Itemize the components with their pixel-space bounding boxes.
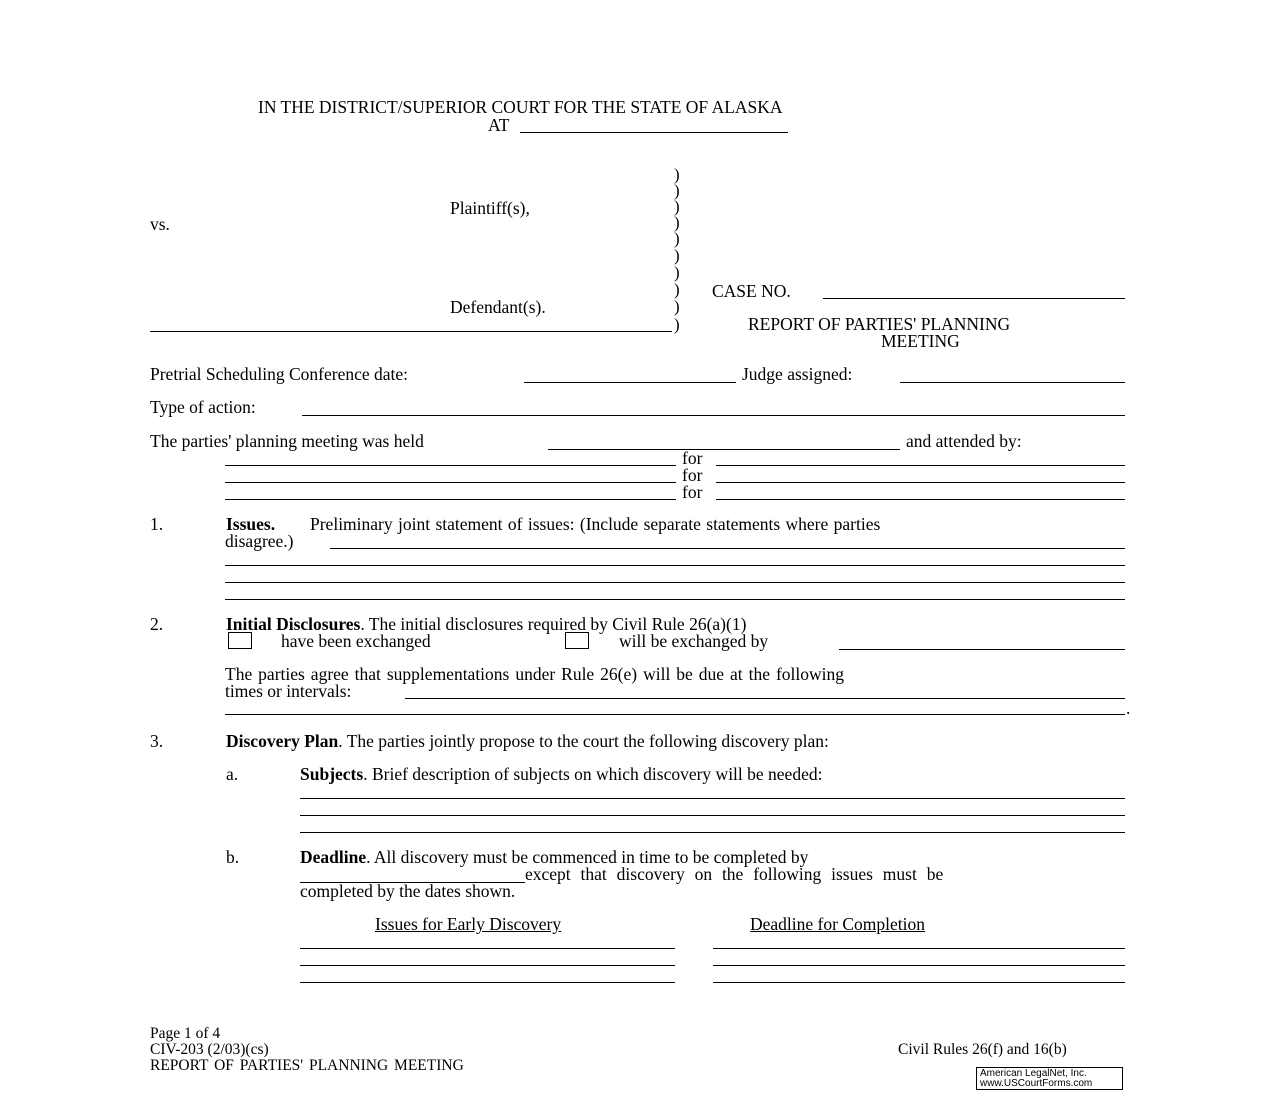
document-title-cont: MEETING	[881, 331, 960, 351]
caption-paren: )	[674, 197, 680, 216]
subsection-a-number: a.	[226, 764, 239, 784]
court-heading: IN THE DISTRICT/SUPERIOR COURT FOR THE STATE OF ALASKA	[258, 97, 783, 117]
at-label: AT	[488, 115, 510, 135]
case-no-field[interactable]	[823, 298, 1125, 299]
exchanged-checkbox[interactable]	[228, 632, 252, 649]
supplementation-field[interactable]	[225, 714, 1125, 715]
caption-paren: )	[674, 297, 680, 316]
meeting-held-label: The parties' planning meeting was held	[150, 431, 424, 451]
defendant-name-field[interactable]	[150, 331, 672, 332]
deadline-text-end: completed by the dates shown.	[300, 881, 516, 901]
subjects-field[interactable]	[300, 815, 1125, 816]
issues-field[interactable]	[225, 565, 1125, 566]
publisher-url: www.USCourtForms.com	[980, 1078, 1093, 1089]
page-number: Page 1 of 4	[150, 1025, 221, 1042]
section-2-number: 2.	[150, 614, 164, 634]
subjects-field[interactable]	[300, 832, 1125, 833]
conference-date-label: Pretrial Scheduling Conference date:	[150, 364, 409, 384]
early-discovery-column-header: Issues for Early Discovery	[375, 914, 562, 934]
form-number: CIV-203 (2/03)(cs)	[150, 1041, 269, 1058]
for-label: for	[682, 465, 703, 485]
for-label: for	[682, 482, 703, 502]
action-type-label: Type of action:	[150, 397, 256, 417]
section-1-heading: Issues.	[226, 514, 276, 534]
early-issue-field[interactable]	[300, 948, 675, 949]
caption-paren: )	[674, 165, 680, 184]
subjects-field[interactable]	[300, 798, 1125, 799]
section-3-heading: Discovery Plan. The parties jointly propose to the court the following discovery plan:	[226, 731, 829, 751]
meeting-date-field[interactable]	[548, 449, 900, 450]
for-label: for	[682, 448, 703, 468]
will-exchange-label: will be exchanged by	[619, 631, 769, 651]
section-1-text-cont: disagree.)	[225, 531, 294, 551]
represented-party-field[interactable]	[716, 482, 1125, 483]
early-issue-field[interactable]	[300, 965, 675, 966]
plaintiff-label: Plaintiff(s),	[450, 198, 530, 218]
form-title-footer: REPORT OF PARTIES' PLANNING MEETING	[150, 1057, 464, 1074]
period: .	[1126, 698, 1131, 718]
deadline-heading: Deadline. All discovery must be commenced in time to be completed by	[300, 847, 809, 867]
supplementation-text-cont: times or intervals:	[225, 681, 352, 701]
caption-paren: )	[674, 246, 680, 265]
attendee-field[interactable]	[225, 499, 676, 500]
supplementation-field[interactable]	[405, 698, 1125, 699]
attendee-field[interactable]	[225, 482, 676, 483]
caption-paren: )	[674, 181, 680, 200]
at-location-field[interactable]	[520, 132, 788, 133]
section-1-text: Preliminary joint statement of issues: (Include separate statements where parties	[310, 514, 881, 534]
civil-rules-reference: Civil Rules 26(f) and 16(b)	[898, 1041, 1067, 1058]
attended-by-label: and attended by:	[906, 431, 1022, 451]
judge-label: Judge assigned:	[742, 364, 853, 384]
action-type-field[interactable]	[302, 415, 1125, 416]
publisher-logo	[976, 1067, 1123, 1090]
subsection-b-number: b.	[226, 847, 240, 867]
defendant-label: Defendant(s).	[450, 297, 546, 317]
caption-paren: )	[674, 315, 680, 334]
deadline-column-header: Deadline for Completion	[750, 914, 925, 934]
completion-deadline-field[interactable]	[713, 948, 1125, 949]
section-2-heading: Initial Disclosures. The initial disclosures required by Civil Rule 26(a)(1)	[226, 614, 747, 634]
represented-party-field[interactable]	[716, 499, 1125, 500]
will-exchange-checkbox[interactable]	[565, 632, 589, 649]
judge-field[interactable]	[900, 382, 1125, 383]
completion-deadline-field[interactable]	[713, 982, 1125, 983]
caption-paren: )	[674, 213, 680, 232]
exchange-date-field[interactable]	[839, 649, 1125, 650]
document-title: REPORT OF PARTIES' PLANNING	[748, 314, 1011, 334]
conference-date-field[interactable]	[524, 382, 736, 383]
subjects-heading: Subjects. Brief description of subjects on which discovery will be needed:	[300, 764, 823, 784]
caption-paren: )	[674, 229, 680, 248]
caption-paren: )	[674, 263, 680, 282]
section-1-number: 1.	[150, 514, 164, 534]
issues-field[interactable]	[225, 582, 1125, 583]
attendee-field[interactable]	[225, 465, 676, 466]
supplementation-text: The parties agree that supplementations under Rule 26(e) will be due at the following	[225, 664, 845, 684]
completion-deadline-field[interactable]	[713, 965, 1125, 966]
exchanged-label: have been exchanged	[281, 631, 431, 651]
issues-field[interactable]	[330, 548, 1125, 549]
deadline-text-cont: except that discovery on the following issues must be	[525, 864, 944, 884]
issues-field[interactable]	[225, 599, 1125, 600]
section-3-number: 3.	[150, 731, 164, 751]
vs-label: vs.	[150, 214, 170, 234]
represented-party-field[interactable]	[716, 465, 1125, 466]
early-issue-field[interactable]	[300, 982, 675, 983]
caption-paren: )	[674, 280, 680, 299]
case-no-label: CASE NO.	[712, 281, 791, 301]
publisher-name: American LegalNet, Inc.	[980, 1068, 1087, 1079]
